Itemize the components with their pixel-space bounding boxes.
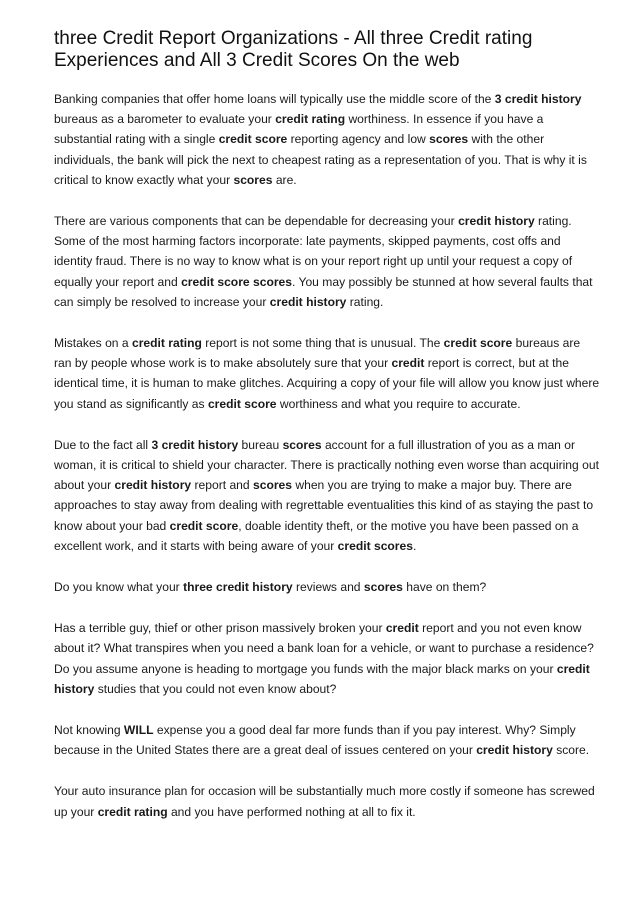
paragraph-text: with the other individuals, the bank will pick the next to cheapest rating as a representation of you. That is why it is critical to know exactly what your — [54, 132, 587, 187]
paragraph-text: when you are trying to make a major buy. There are approaches to stay away from dealing with regrettable eventualities this kind of as staying the past to know about your bad — [54, 478, 594, 533]
paragraph — [54, 211, 600, 312]
keyword-bold: WILL — [123, 723, 154, 738]
paragraph — [54, 333, 600, 414]
keyword-bold: credit scores — [337, 538, 413, 553]
paragraph — [54, 577, 600, 597]
keyword-bold: credit history — [269, 294, 347, 309]
paragraph — [54, 720, 600, 760]
paragraph-text: bureau — [238, 437, 283, 452]
paragraph-text: score. — [552, 743, 590, 758]
keyword-bold: credit rating — [131, 336, 202, 351]
keyword-bold: three credit history — [183, 580, 293, 595]
keyword-bold: scores — [233, 172, 273, 187]
paragraph-text: Do you know what your — [54, 580, 184, 595]
paragraph — [54, 781, 600, 821]
paragraph-text: expense you a good deal far more funds than if you pay interest. Why? Simply because in the United States there are a great deal of issues centered on your — [54, 723, 576, 758]
document-body — [54, 89, 600, 822]
paragraph-text: . — [412, 538, 417, 553]
paragraph-text: worthiness and what you require to accurate. — [276, 396, 521, 411]
keyword-bold: credit rating — [97, 804, 168, 819]
paragraph-text: report and — [191, 478, 253, 493]
paragraph-text: Has a terrible guy, thief or other prison massively broken your — [54, 621, 386, 636]
paragraph-text: reporting agency and low — [287, 132, 430, 147]
keyword-bold: scores — [363, 580, 403, 595]
paragraph-text: studies that you could not even know about? — [94, 681, 337, 696]
paragraph-text: account for a full illustration of you as a man or woman, it is critical to shield your character. There is practically nothing even worse than acquiring out about your — [54, 437, 599, 493]
paragraph-text: . You may possibly be stunned at how several faults that can simply be resolved to increase your — [54, 274, 593, 309]
keyword-bold: credit score — [207, 396, 277, 411]
keyword-bold: credit — [391, 356, 425, 371]
paragraph-text: Your auto insurance plan for occasion will be substantially much more costly if someone has screwed up your — [54, 784, 595, 819]
keyword-bold: scores — [429, 132, 469, 147]
paragraph-text: report is correct, but at the identical time, it is human to make glitches. Acquiring a copy of your file will allow you know just where you stand as significantly as — [54, 356, 600, 411]
keyword-bold: 3 credit history — [151, 437, 239, 452]
keyword-bold: credit history — [54, 661, 590, 696]
document-title: three Credit Report Organizations - All three Credit rating Experiences and All 3 Credit Scores On the web — [54, 28, 533, 71]
paragraph-text: reviews and — [292, 580, 364, 595]
keyword-bold: credit score — [443, 336, 513, 351]
paragraph-text: and you have performed nothing at all to fix it. — [167, 804, 416, 819]
paragraph — [54, 435, 600, 556]
paragraph-text: report is not some thing that is unusual. The — [201, 336, 444, 351]
keyword-bold: 3 credit history — [494, 92, 582, 106]
paragraph-text: bureaus are ran by people whose work is to make absolutely sure that your — [54, 336, 581, 371]
keyword-bold: credit history — [114, 478, 192, 493]
paragraph-text: Mistakes on a — [54, 336, 132, 351]
paragraph-text: Banking companies that offer home loans will typically use the middle score of the — [54, 92, 495, 106]
paragraph — [54, 618, 600, 699]
keyword-bold: credit score — [218, 132, 288, 147]
keyword-bold: credit history — [458, 214, 535, 229]
keyword-bold: scores — [282, 437, 322, 452]
paragraph-text: Due to the fact all — [54, 437, 152, 452]
paragraph-text: are. — [272, 172, 297, 187]
paragraph-text: Not knowing — [54, 723, 124, 738]
paragraph-text: report and you not even know about it? What transpires when you need a bank loan for a vehicle, or want to purchase a residence? Do you assume anyone is heading to mortgage you funds with the major black marks on your — [54, 621, 594, 676]
paragraph-text: bureaus as a barometer to evaluate your — [54, 112, 276, 127]
paragraph-text: rating. Some of the most harming factors incorporate: late payments, skipped payments, cost offs and identity fraud. There is no way to know what is on your report right up until your request a copy of equally your report and — [54, 214, 573, 289]
keyword-bold: credit history — [476, 743, 553, 758]
keyword-bold: credit — [385, 621, 419, 636]
keyword-bold: scores — [253, 478, 292, 493]
paragraph-text: There are various components that can be dependable for decreasing your — [54, 214, 459, 229]
paragraph-text: have on them? — [402, 580, 487, 595]
keyword-bold: credit rating — [275, 112, 346, 127]
paragraph-text: , doable identity theft, or the motive you have been passed on a excellent work, and it starts with being aware of your — [54, 518, 579, 553]
paragraph — [54, 89, 600, 190]
keyword-bold: credit score scores — [181, 274, 292, 289]
paragraph-text: rating. — [346, 294, 384, 309]
paragraph-text: worthiness. In essence if you have a substantial rating with a single — [54, 112, 544, 147]
keyword-bold: credit score — [169, 518, 239, 533]
